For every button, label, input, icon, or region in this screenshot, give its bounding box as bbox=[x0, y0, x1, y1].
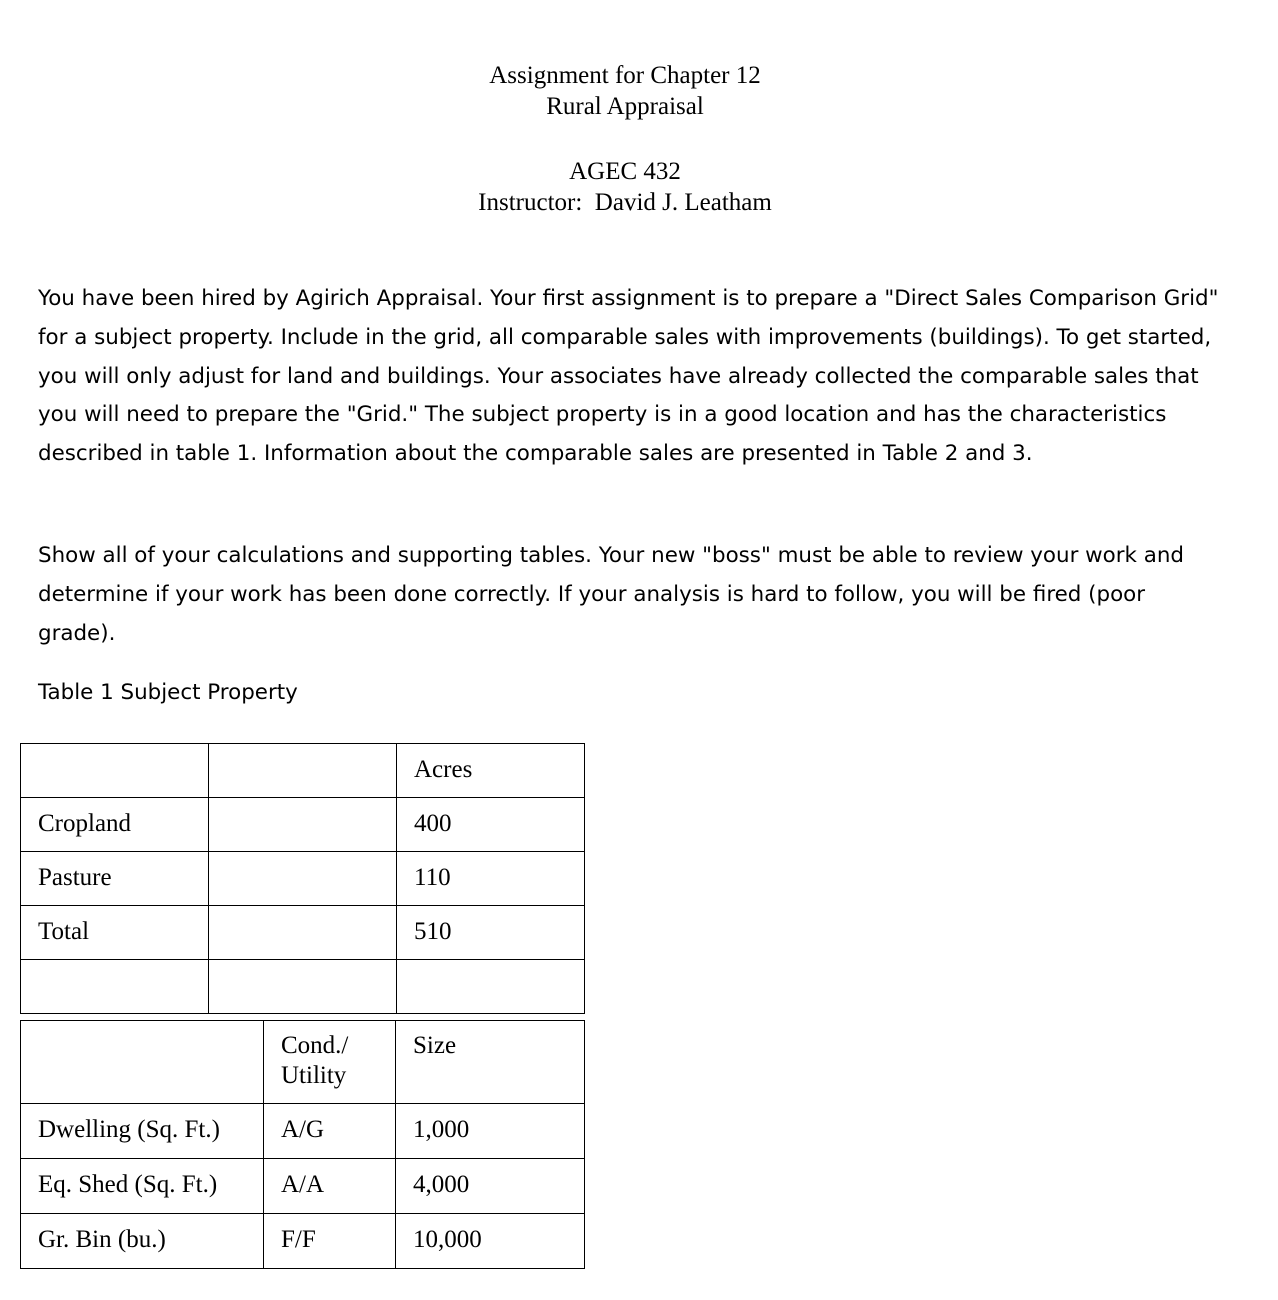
table-row bbox=[21, 1214, 585, 1269]
acres-value: 110 bbox=[397, 852, 585, 906]
instructor-line: Instructor: David J. Leatham bbox=[478, 189, 772, 216]
row-label: Cropland bbox=[21, 798, 209, 852]
size-value: 4,000 bbox=[396, 1159, 585, 1214]
column-header-size: Size bbox=[396, 1021, 585, 1104]
table-cell bbox=[209, 906, 397, 960]
table-cell bbox=[209, 798, 397, 852]
size-value: 10,000 bbox=[396, 1214, 585, 1269]
acres-value: 510 bbox=[397, 906, 585, 960]
row-label: Total bbox=[21, 906, 209, 960]
size-value: 1,000 bbox=[396, 1104, 585, 1159]
table-header-row bbox=[21, 744, 585, 798]
table-cell bbox=[21, 960, 209, 1014]
table-cell bbox=[21, 1021, 264, 1104]
instructions-paragraph: Show all of your calculations and supporting tables. Your new "boss" must be able to review your work and determine if your work has been done correctly. If your analysis is hard to follow, you will be fired (poor grade). bbox=[38, 543, 1184, 646]
table-cell bbox=[397, 960, 585, 1014]
table-cell bbox=[209, 852, 397, 906]
condition-value: A/G bbox=[264, 1104, 396, 1159]
table-row bbox=[21, 1104, 585, 1159]
table-cell bbox=[209, 960, 397, 1014]
row-label: Eq. Shed (Sq. Ft.) bbox=[21, 1159, 264, 1214]
acres-value: 400 bbox=[397, 798, 585, 852]
table-caption: Table 1 Subject Property bbox=[38, 680, 298, 705]
table-row bbox=[21, 906, 585, 960]
table-row bbox=[21, 960, 585, 1014]
subject-improvements-table bbox=[20, 1020, 585, 1269]
row-label: Gr. Bin (bu.) bbox=[21, 1214, 264, 1269]
column-header-condition: Cond./ Utility bbox=[264, 1021, 396, 1104]
assignment-subtitle: Rural Appraisal bbox=[546, 93, 704, 120]
course-block bbox=[0, 156, 1250, 218]
table-row bbox=[21, 852, 585, 906]
row-label: Pasture bbox=[21, 852, 209, 906]
table-cell bbox=[209, 744, 397, 798]
course-code: AGEC 432 bbox=[569, 158, 681, 185]
table-header-row bbox=[21, 1021, 585, 1104]
condition-value: F/F bbox=[264, 1214, 396, 1269]
assignment-title: Assignment for Chapter 12 bbox=[489, 62, 761, 89]
table-cell bbox=[21, 744, 209, 798]
table-row bbox=[21, 1159, 585, 1214]
row-label: Dwelling (Sq. Ft.) bbox=[21, 1104, 264, 1159]
table-row bbox=[21, 798, 585, 852]
subject-land-table bbox=[20, 743, 585, 1014]
column-header-acres: Acres bbox=[397, 744, 585, 798]
title-block bbox=[0, 60, 1250, 122]
intro-paragraph: You have been hired by Agirich Appraisal. Your first assignment is to prepare a "Direct Sales Comparison Grid" for a subject property. Include in the grid, all comparable sales with improvements (buildings). To get started, you will only adjust for land and buildings. Your associates have already collected the comparable sales that you will need to prepare the "Grid." The subject property is in a good location and has the characteristics described in table 1. Information about the comparable sales are presented in Table 2 and 3. bbox=[38, 286, 1219, 467]
condition-value: A/A bbox=[264, 1159, 396, 1214]
